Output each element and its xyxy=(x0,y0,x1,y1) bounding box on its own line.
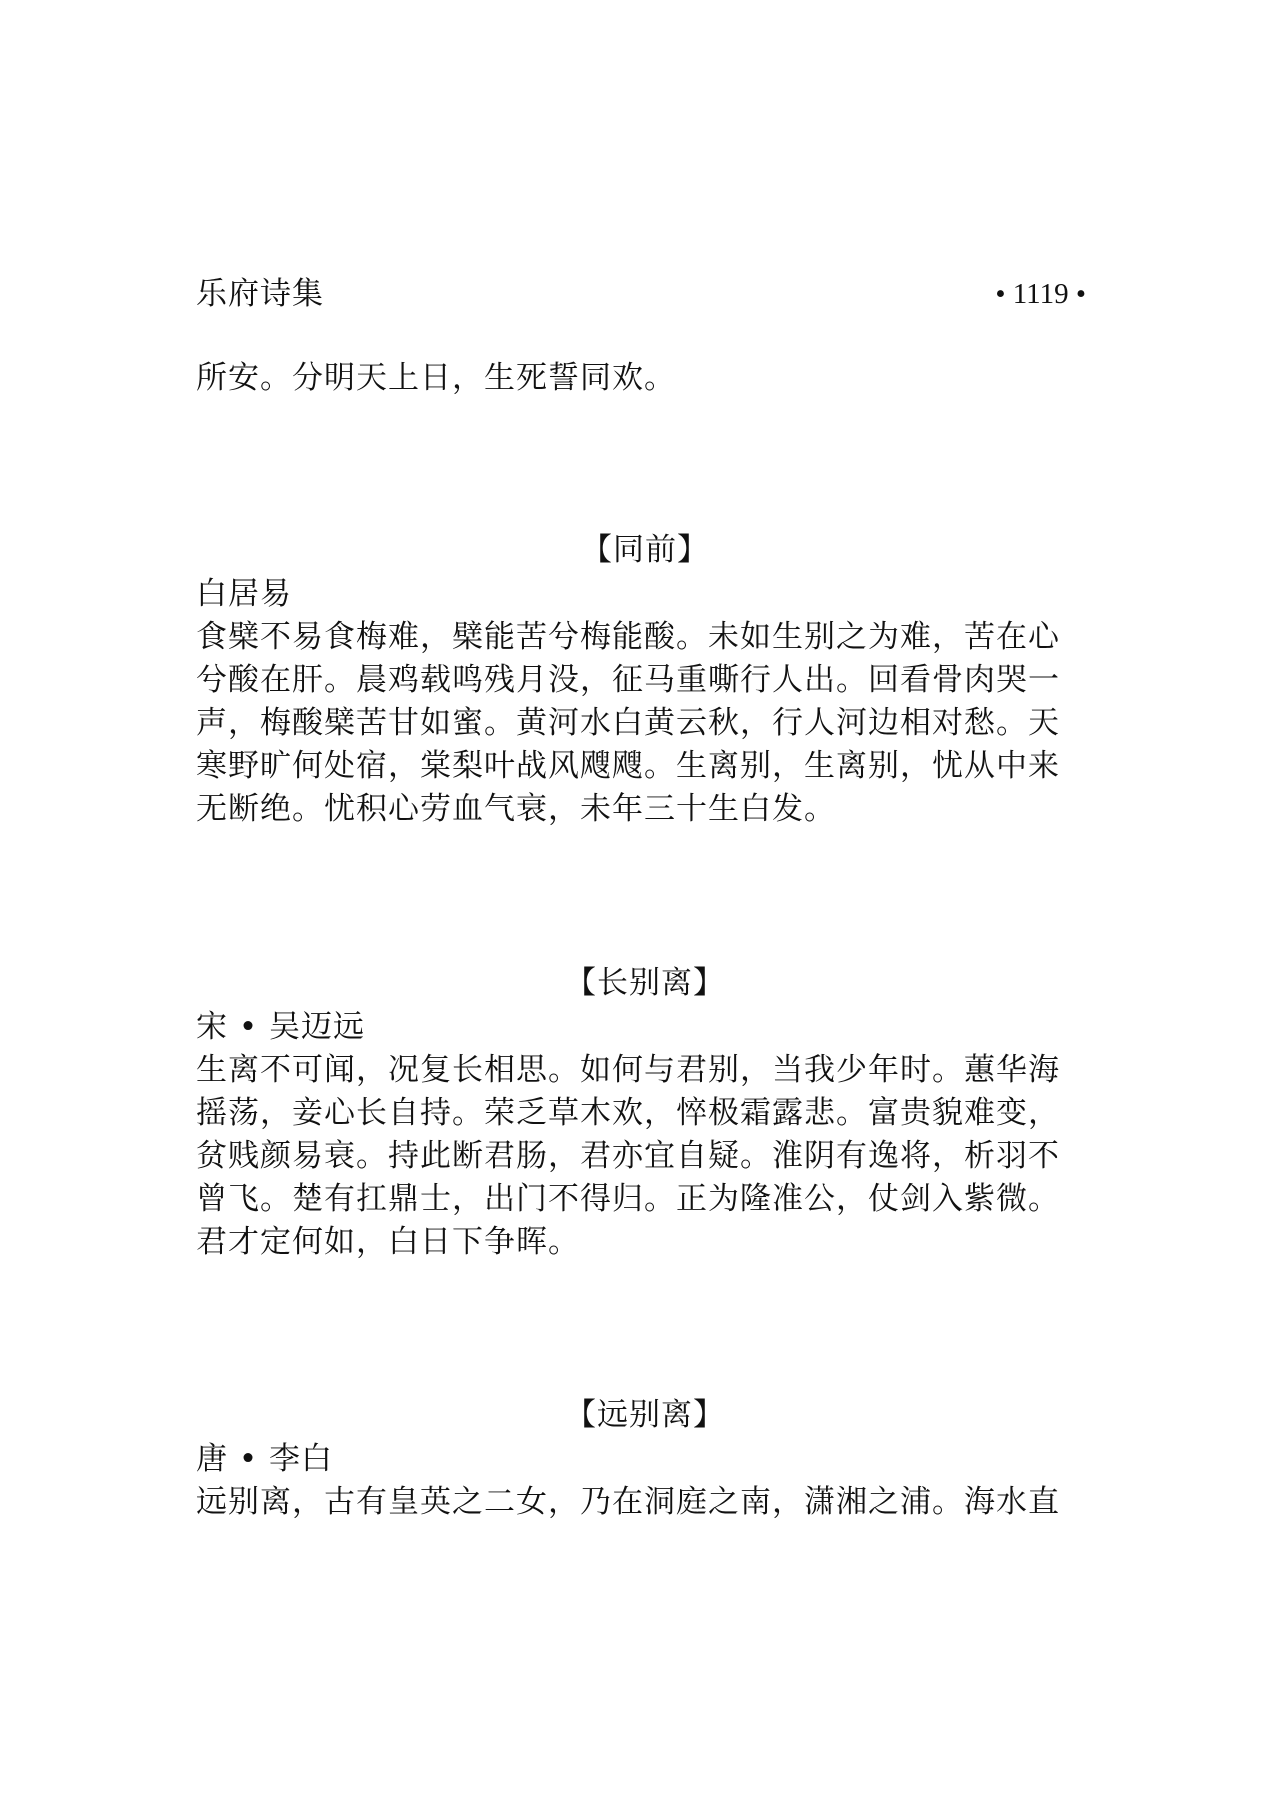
poem-body xyxy=(196,1481,1094,1524)
text-line: 所安。分明天上日，生死誓同欢。 xyxy=(196,360,676,396)
text-line: 声，梅酸檗苦甘如蜜。黄河水白黄云秋，行人河边相对愁。天 xyxy=(196,705,1060,741)
text-line: 摇荡，妾心长自持。荣乏草木欢，悴极霜露悲。富贵貌难变， xyxy=(196,1095,1060,1131)
text-line: 贫贱颜易衰。持此断君肠，君亦宜自疑。淮阴有逸将，析羽不 xyxy=(196,1138,1060,1174)
page-number: • 1119 • xyxy=(995,278,1086,310)
poem-body xyxy=(196,1049,1094,1264)
text-line: 远别离，古有皇英之二女，乃在洞庭之南，潇湘之浦。海水直 xyxy=(196,1484,1060,1520)
text-line: 曾飞。楚有扛鼎士，出门不得归。正为隆准公，仗剑入紫微。 xyxy=(196,1181,1060,1217)
text-line: 无断绝。忧积心劳血气衰，未年三十生白发。 xyxy=(196,791,836,827)
poem-author: 唐 • 李白 xyxy=(196,1441,333,1477)
book-title: 乐府诗集 xyxy=(196,276,324,312)
text-line: 食檗不易食梅难，檗能苦兮梅能酸。未如生别之为难，苦在心 xyxy=(196,619,1060,655)
poem-title: 【远别离】 xyxy=(565,1397,725,1433)
text-line: 寒野旷何处宿，棠梨叶战风飕飕。生离别，生离别，忧从中来 xyxy=(196,748,1060,784)
poem-body xyxy=(196,616,1094,831)
text-line: 生离不可闻，况复长相思。如何与君别，当我少年时。蕙华海 xyxy=(196,1052,1060,1088)
poem-title: 【长别离】 xyxy=(565,965,725,1001)
continuation-text xyxy=(196,357,1094,400)
text-line: 君才定何如，白日下争晖。 xyxy=(196,1224,580,1260)
poem-author: 白居易 xyxy=(196,576,292,612)
text-line: 兮酸在肝。晨鸡载鸣残月没，征马重嘶行人出。回看骨肉哭一 xyxy=(196,662,1060,698)
poem-author: 宋 • 吴迈远 xyxy=(196,1009,365,1045)
page-header xyxy=(196,272,1086,316)
poem-title: 【同前】 xyxy=(581,532,709,568)
